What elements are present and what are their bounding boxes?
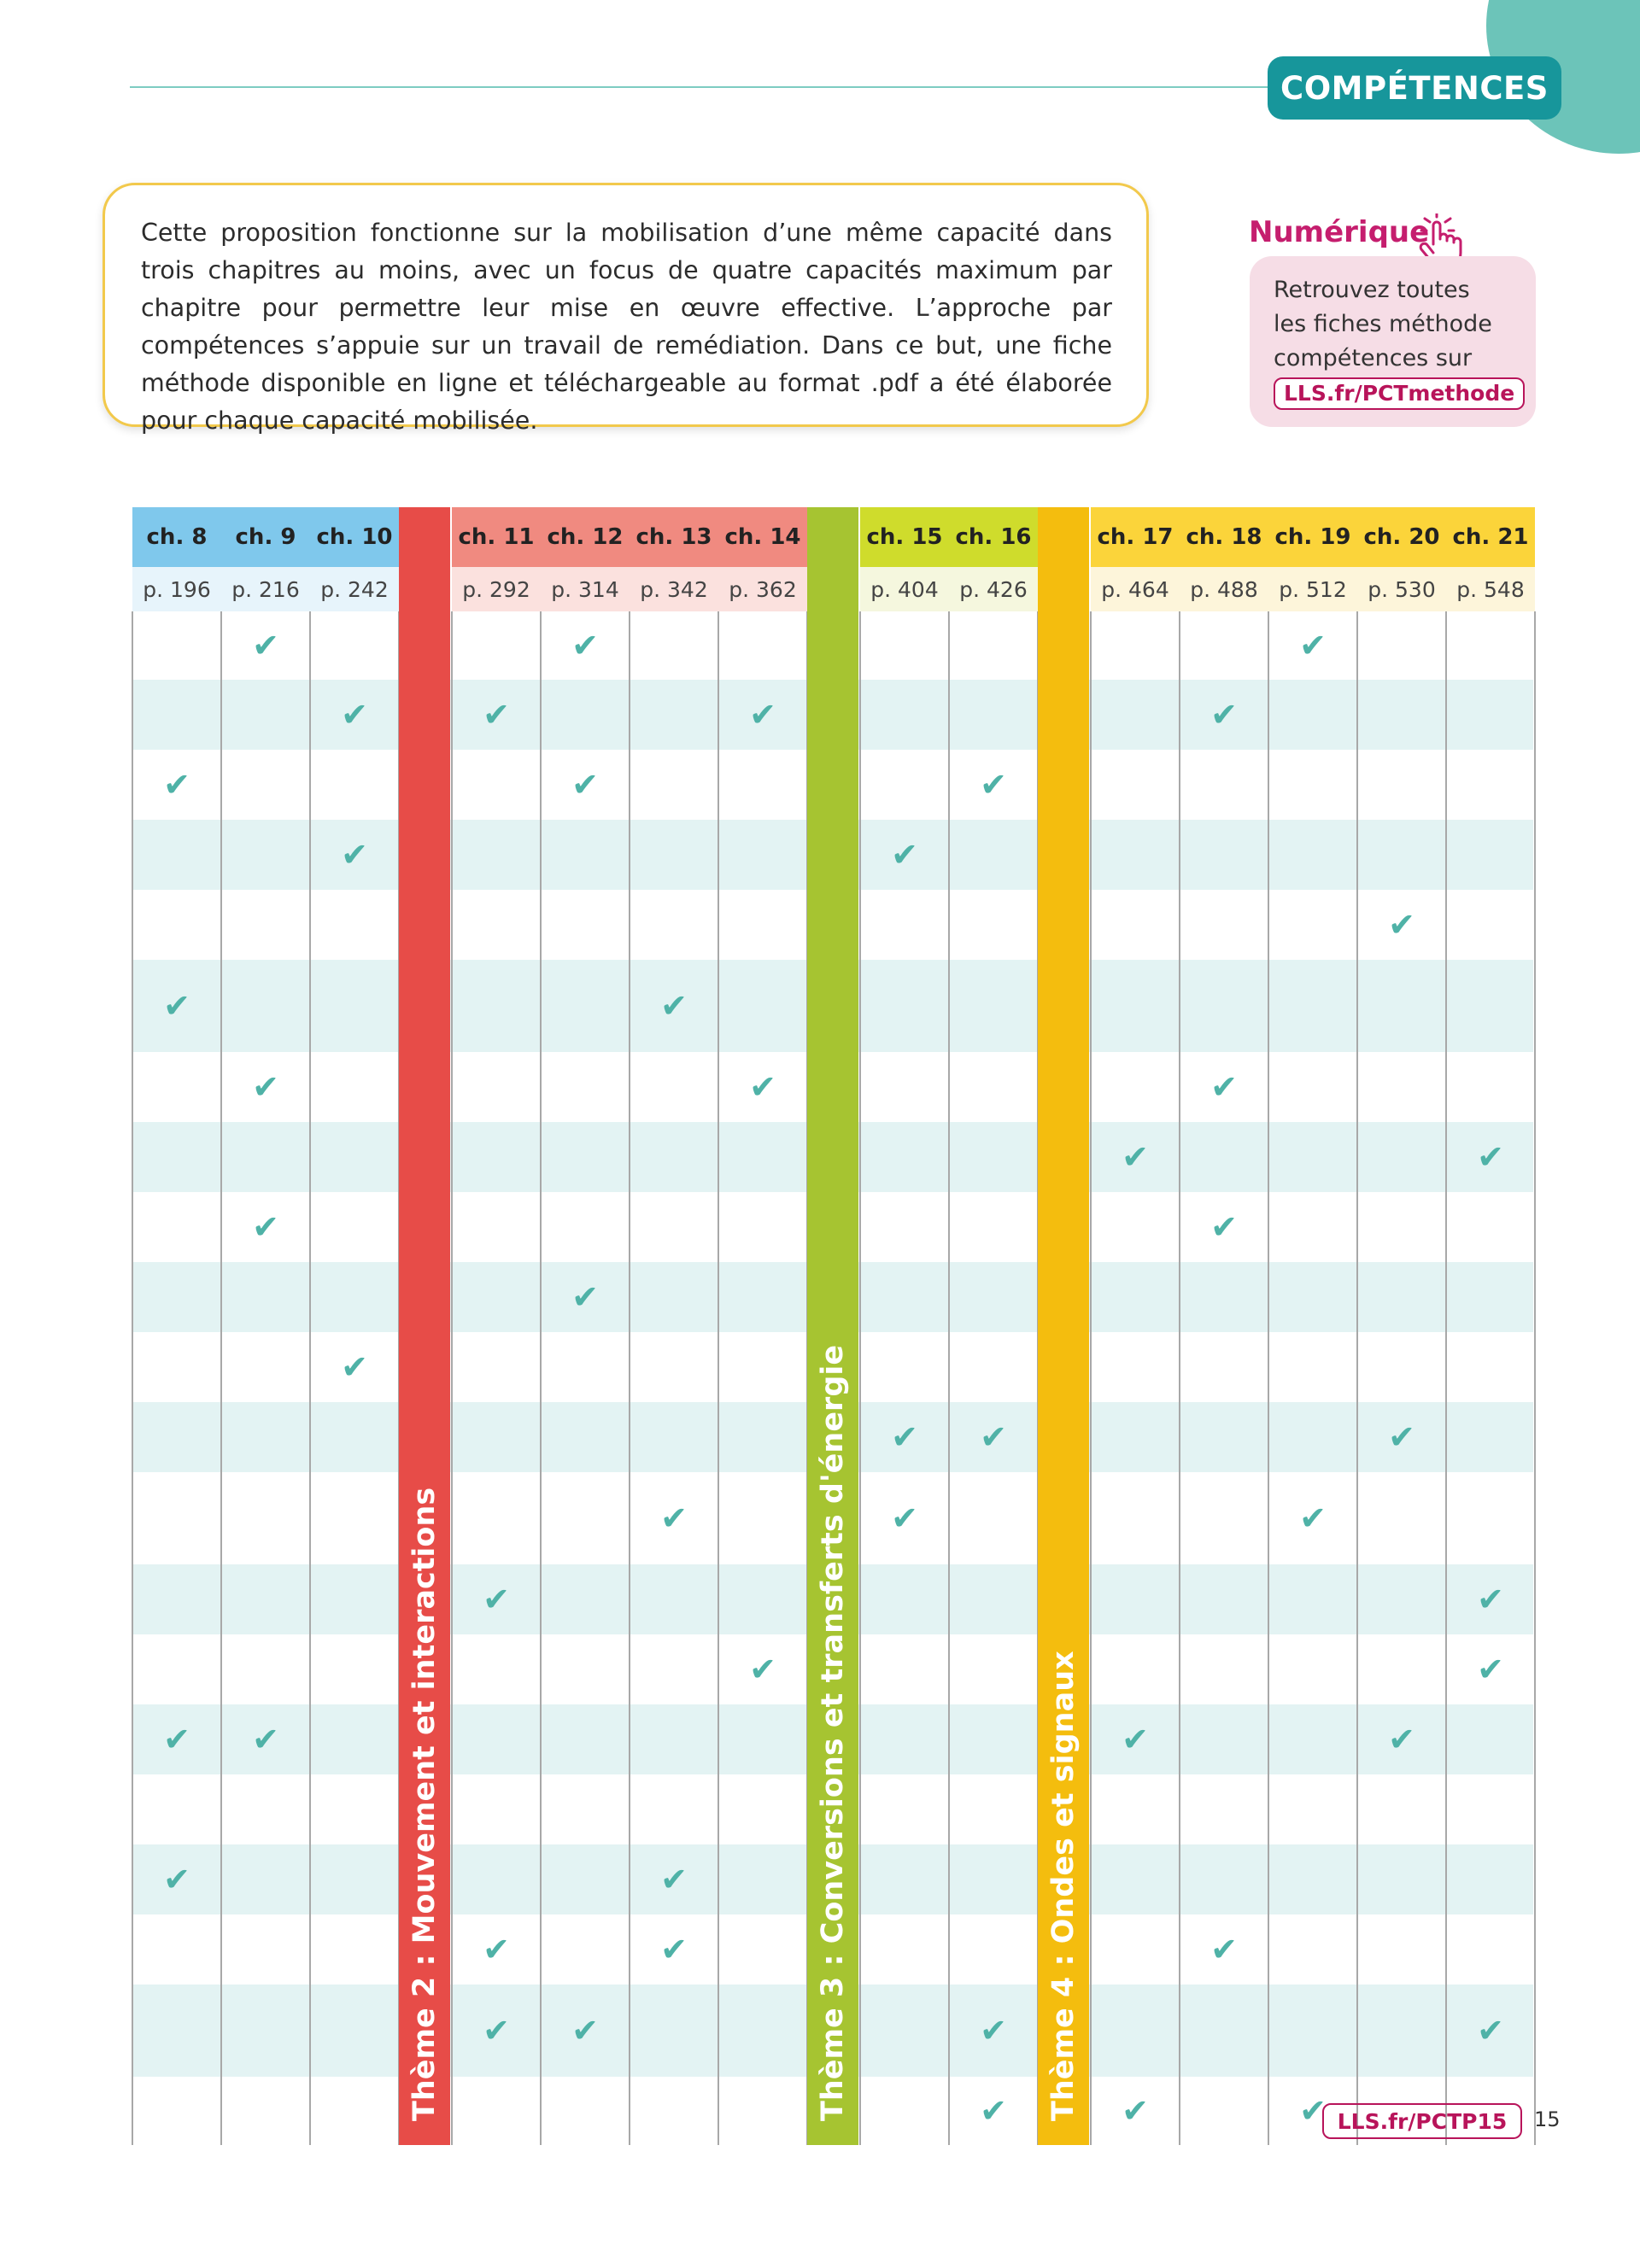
numerique-link[interactable]: LLS.fr/PCTmethode	[1274, 377, 1525, 410]
chapter-header: ch. 10	[310, 507, 399, 567]
check-mark: ✔	[1210, 1931, 1238, 1968]
grid-line	[629, 611, 630, 2145]
check-mark: ✔	[163, 1721, 190, 1758]
numerique-line-3: compétences sur	[1274, 345, 1473, 371]
check-mark: ✔	[660, 987, 688, 1025]
check-mark: ✔	[483, 696, 510, 734]
check-mark: ✔	[980, 1418, 1007, 1456]
chapter-page: p. 242	[310, 567, 399, 611]
theme-label-text: Thème 4 : Ondes et signaux	[1046, 1651, 1081, 2121]
check-mark: ✔	[749, 696, 776, 734]
check-mark: ✔	[1388, 1418, 1415, 1456]
numerique-line-1: Retrouvez toutes	[1274, 277, 1470, 303]
chapter-page: p. 426	[949, 567, 1038, 611]
check-mark: ✔	[341, 836, 368, 874]
grid-line	[1356, 611, 1358, 2145]
check-mark: ✔	[1388, 1721, 1415, 1758]
chapter-header: ch. 16	[949, 507, 1038, 567]
check-mark: ✔	[571, 766, 599, 804]
section-badge: COMPÉTENCES	[1268, 56, 1561, 120]
check-mark: ✔	[660, 1861, 688, 1898]
check-mark: ✔	[1299, 627, 1327, 664]
check-mark: ✔	[483, 1931, 510, 1968]
check-mark: ✔	[1477, 1651, 1504, 1688]
check-mark: ✔	[163, 987, 190, 1025]
chapter-page: p. 362	[718, 567, 807, 611]
check-mark: ✔	[252, 1721, 279, 1758]
grid-line	[1179, 611, 1180, 2145]
chapter-header: ch. 17	[1091, 507, 1180, 567]
chapter-page: p. 404	[860, 567, 949, 611]
check-mark: ✔	[483, 2012, 510, 2049]
check-mark: ✔	[571, 2012, 599, 2049]
chapter-header: ch. 8	[132, 507, 221, 567]
grid-line	[451, 611, 453, 2145]
check-mark: ✔	[1210, 1068, 1238, 1106]
check-mark: ✔	[1388, 906, 1415, 944]
chapter-page: p. 464	[1091, 567, 1180, 611]
grid-line	[220, 611, 222, 2145]
theme-label	[807, 1344, 858, 2121]
check-mark: ✔	[980, 2012, 1007, 2049]
chapter-page: p. 488	[1180, 567, 1268, 611]
chapter-header: ch. 14	[718, 507, 807, 567]
check-mark: ✔	[163, 766, 190, 804]
chapter-page: p. 530	[1357, 567, 1446, 611]
check-mark: ✔	[571, 1278, 599, 1316]
chapter-header: ch. 9	[221, 507, 310, 567]
chapter-page: p. 216	[221, 567, 310, 611]
check-mark: ✔	[1299, 1499, 1327, 1537]
check-mark: ✔	[1477, 2012, 1504, 2049]
footer-link[interactable]: LLS.fr/PCTP15	[1322, 2103, 1522, 2139]
grid-line	[540, 611, 542, 2145]
check-mark: ✔	[252, 1208, 279, 1246]
chapter-header: ch. 12	[541, 507, 630, 567]
numerique-line-2: les fiches méthode	[1274, 311, 1492, 337]
check-mark: ✔	[749, 1651, 776, 1688]
check-mark: ✔	[252, 627, 279, 664]
check-mark: ✔	[1122, 2092, 1149, 2130]
chapter-page: p. 548	[1446, 567, 1535, 611]
check-mark: ✔	[571, 627, 599, 664]
check-mark: ✔	[252, 1068, 279, 1106]
check-mark: ✔	[660, 1499, 688, 1537]
check-mark: ✔	[483, 1581, 510, 1618]
chapter-header: ch. 19	[1268, 507, 1357, 567]
chapter-header: ch. 18	[1180, 507, 1268, 567]
chapter-header: ch. 13	[630, 507, 718, 567]
chapter-page: p. 314	[541, 567, 630, 611]
check-mark: ✔	[341, 696, 368, 734]
chapter-header: ch. 15	[860, 507, 949, 567]
check-mark: ✔	[1210, 696, 1238, 734]
chapter-page: p. 512	[1268, 567, 1357, 611]
check-mark: ✔	[891, 1418, 918, 1456]
check-mark: ✔	[1122, 1138, 1149, 1176]
theme-label	[399, 1438, 450, 2121]
check-mark: ✔	[1477, 1138, 1504, 1176]
theme-label-text: Thème 3 : Conversions et transferts d'énergie	[816, 1344, 850, 2121]
numerique-title: Numérique	[1249, 215, 1430, 249]
grid-line	[132, 611, 133, 2145]
chapter-header: ch. 11	[452, 507, 541, 567]
theme-stripe	[807, 507, 858, 2145]
intro-text-box: Cette proposition fonctionne sur la mobilisation d’une même capacité dans trois chapitres au moins, avec un focus de quatre capacités maximum par chapitre pour permettre leur mise en œuvre effective. L’approche par compétences s’appuie sur un travail de remédiation. Dans ce but, une fiche méthode disponible en ligne et téléchargeable au format .pdf a été élaborée pour chaque capacité mobilisée.	[102, 183, 1149, 427]
check-mark: ✔	[660, 1931, 688, 1968]
theme-label	[1038, 1438, 1089, 2121]
theme-stripe	[1038, 507, 1089, 2145]
chapter-page: p. 292	[452, 567, 541, 611]
check-mark: ✔	[980, 2092, 1007, 2130]
chapter-page: p. 196	[132, 567, 221, 611]
check-mark: ✔	[891, 1499, 918, 1537]
grid-line	[1090, 611, 1092, 2145]
check-mark: ✔	[1299, 2092, 1327, 2130]
chapter-page: p. 342	[630, 567, 718, 611]
check-mark: ✔	[980, 766, 1007, 804]
grid-line	[1534, 611, 1536, 2145]
check-mark: ✔	[163, 1861, 190, 1898]
grid-line	[1268, 611, 1269, 2145]
check-mark: ✔	[891, 836, 918, 874]
check-mark: ✔	[1210, 1208, 1238, 1246]
chapter-header: ch. 20	[1357, 507, 1446, 567]
theme-stripe	[399, 507, 450, 2145]
chapter-header: ch. 21	[1446, 507, 1535, 567]
grid-line	[1445, 611, 1447, 2145]
check-mark: ✔	[341, 1348, 368, 1386]
check-mark: ✔	[749, 1068, 776, 1106]
theme-label-text: Thème 2 : Mouvement et interactions	[407, 1487, 442, 2121]
check-mark: ✔	[1122, 1721, 1149, 1758]
page-number: 15	[1534, 2107, 1561, 2131]
check-mark: ✔	[1477, 1581, 1504, 1618]
grid-line	[718, 611, 719, 2145]
